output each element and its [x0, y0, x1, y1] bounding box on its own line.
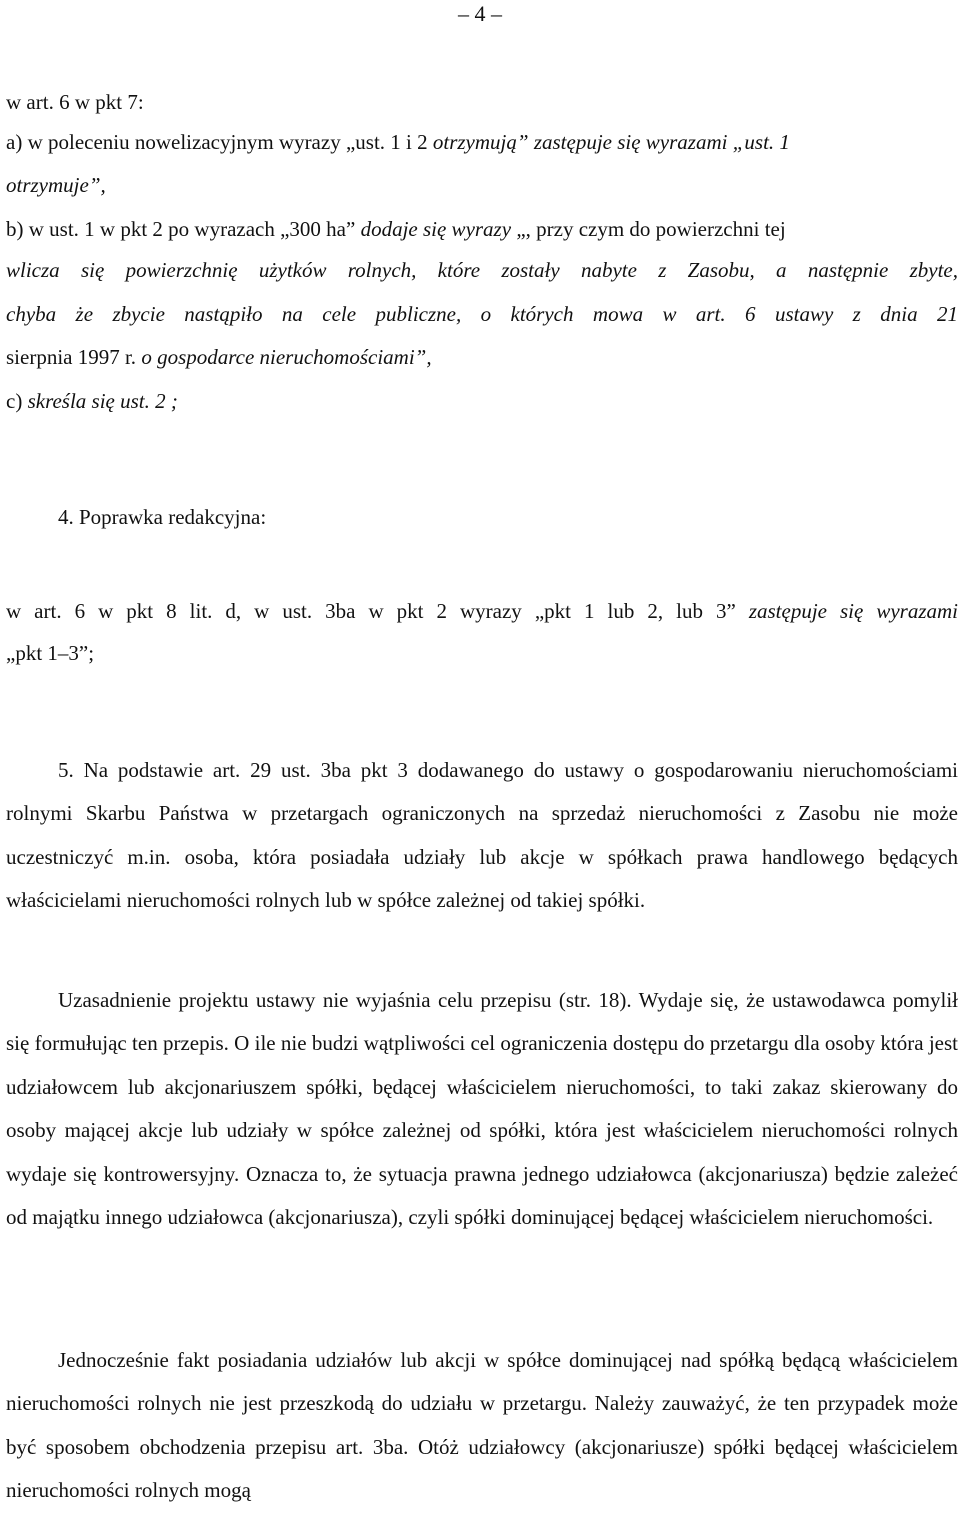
- section-5-paragraph-3: Jednocześnie fakt posiadania udziałów lub akcji w spółce dominującej nad spółką będącą właścicielem nieruchomości rolnych nie jest przeszkodą do udziału w przetargu. Należy zauważyć, że ten przypadek może być sposobem obchodzenia przepisu art. 3ba. Otóż udziałowcy (akcjonariusze) spółki będącej właścicielem nieruchomości rolnych mogą: [6, 1348, 958, 1503]
- amendment-intro: w art. 6 w pkt 7:: [6, 90, 144, 114]
- item-b-line-2: wlicza się powierzchnię użytków rolnych, które zostały nabyte z Zasobu, a następnie zbyte,: [6, 258, 958, 282]
- item-b-line-4: sierpnia 1997 r. o gospodarce nieruchomościami”,: [6, 345, 432, 369]
- section-5-paragraph-1: 5. Na podstawie art. 29 ust. 3ba pkt 3 dodawanego do ustawy o gospodarowaniu nieruchomościami rolnymi Skarbu Państwa w przetargach ograniczonych na sprzedaż nieruchomości z Zasobu nie może uczestniczyć m.in. osoba, która posiadała udziały lub akcje w spółkach prawa handlowego będących właścicielami nieruchomości rolnych lub w spółce zależnej od takiej spółki.: [6, 758, 958, 913]
- item-b-line-1: b) w ust. 1 w pkt 2 po wyrazach „300 ha” dodaje się wyrazy „, przy czym do powierzchni tej: [6, 217, 786, 241]
- item-a-line-2: otrzymuje”,: [6, 173, 106, 197]
- section-4-heading: 4. Poprawka redakcyjna:: [58, 505, 267, 529]
- section-4-line-1: w art. 6 w pkt 8 lit. d, w ust. 3ba w pkt 2 wyrazy „pkt 1 lub 2, lub 3” zastępuje się wyrazami: [6, 599, 958, 623]
- item-b-line-3: chyba że zbycie nastąpiło na cele publiczne, o których mowa w art. 6 ustawy z dnia 21: [6, 302, 958, 326]
- section-5-paragraph-2: Uzasadnienie projektu ustawy nie wyjaśnia celu przepisu (str. 18). Wydaje się, że ustawodawca pomylił się formułując ten przepis. O ile nie budzi wątpliwości cel ograniczenia dostępu do przetargu dla osoby która jest udziałowcem lub akcjonariuszem spółki, będącej właścicielem nieruchomości, to taki zakaz skierowany do osoby mającej akcje lub udziały w spółce zależnej od spółki, która jest właścicielem nieruchomości rolnych wydaje się kontrowersyjny. Oznacza to, że sytuacja prawna jednego udziałowca (akcjonariusza) będzie zależeć od majątku innego udziałowca (akcjonariusza), czyli spółki dominującej będącej właścicielem nieruchomości.: [6, 988, 958, 1230]
- page-number: – 4 –: [458, 1, 502, 26]
- section-4-line-2: „pkt 1–3”;: [6, 641, 95, 665]
- item-c-line: c) skreśla się ust. 2 ;: [6, 389, 178, 413]
- item-a-line-1: a) w poleceniu nowelizacyjnym wyrazy „ust. 1 i 2 otrzymują” zastępuje się wyrazami „ust. 1: [6, 130, 790, 154]
